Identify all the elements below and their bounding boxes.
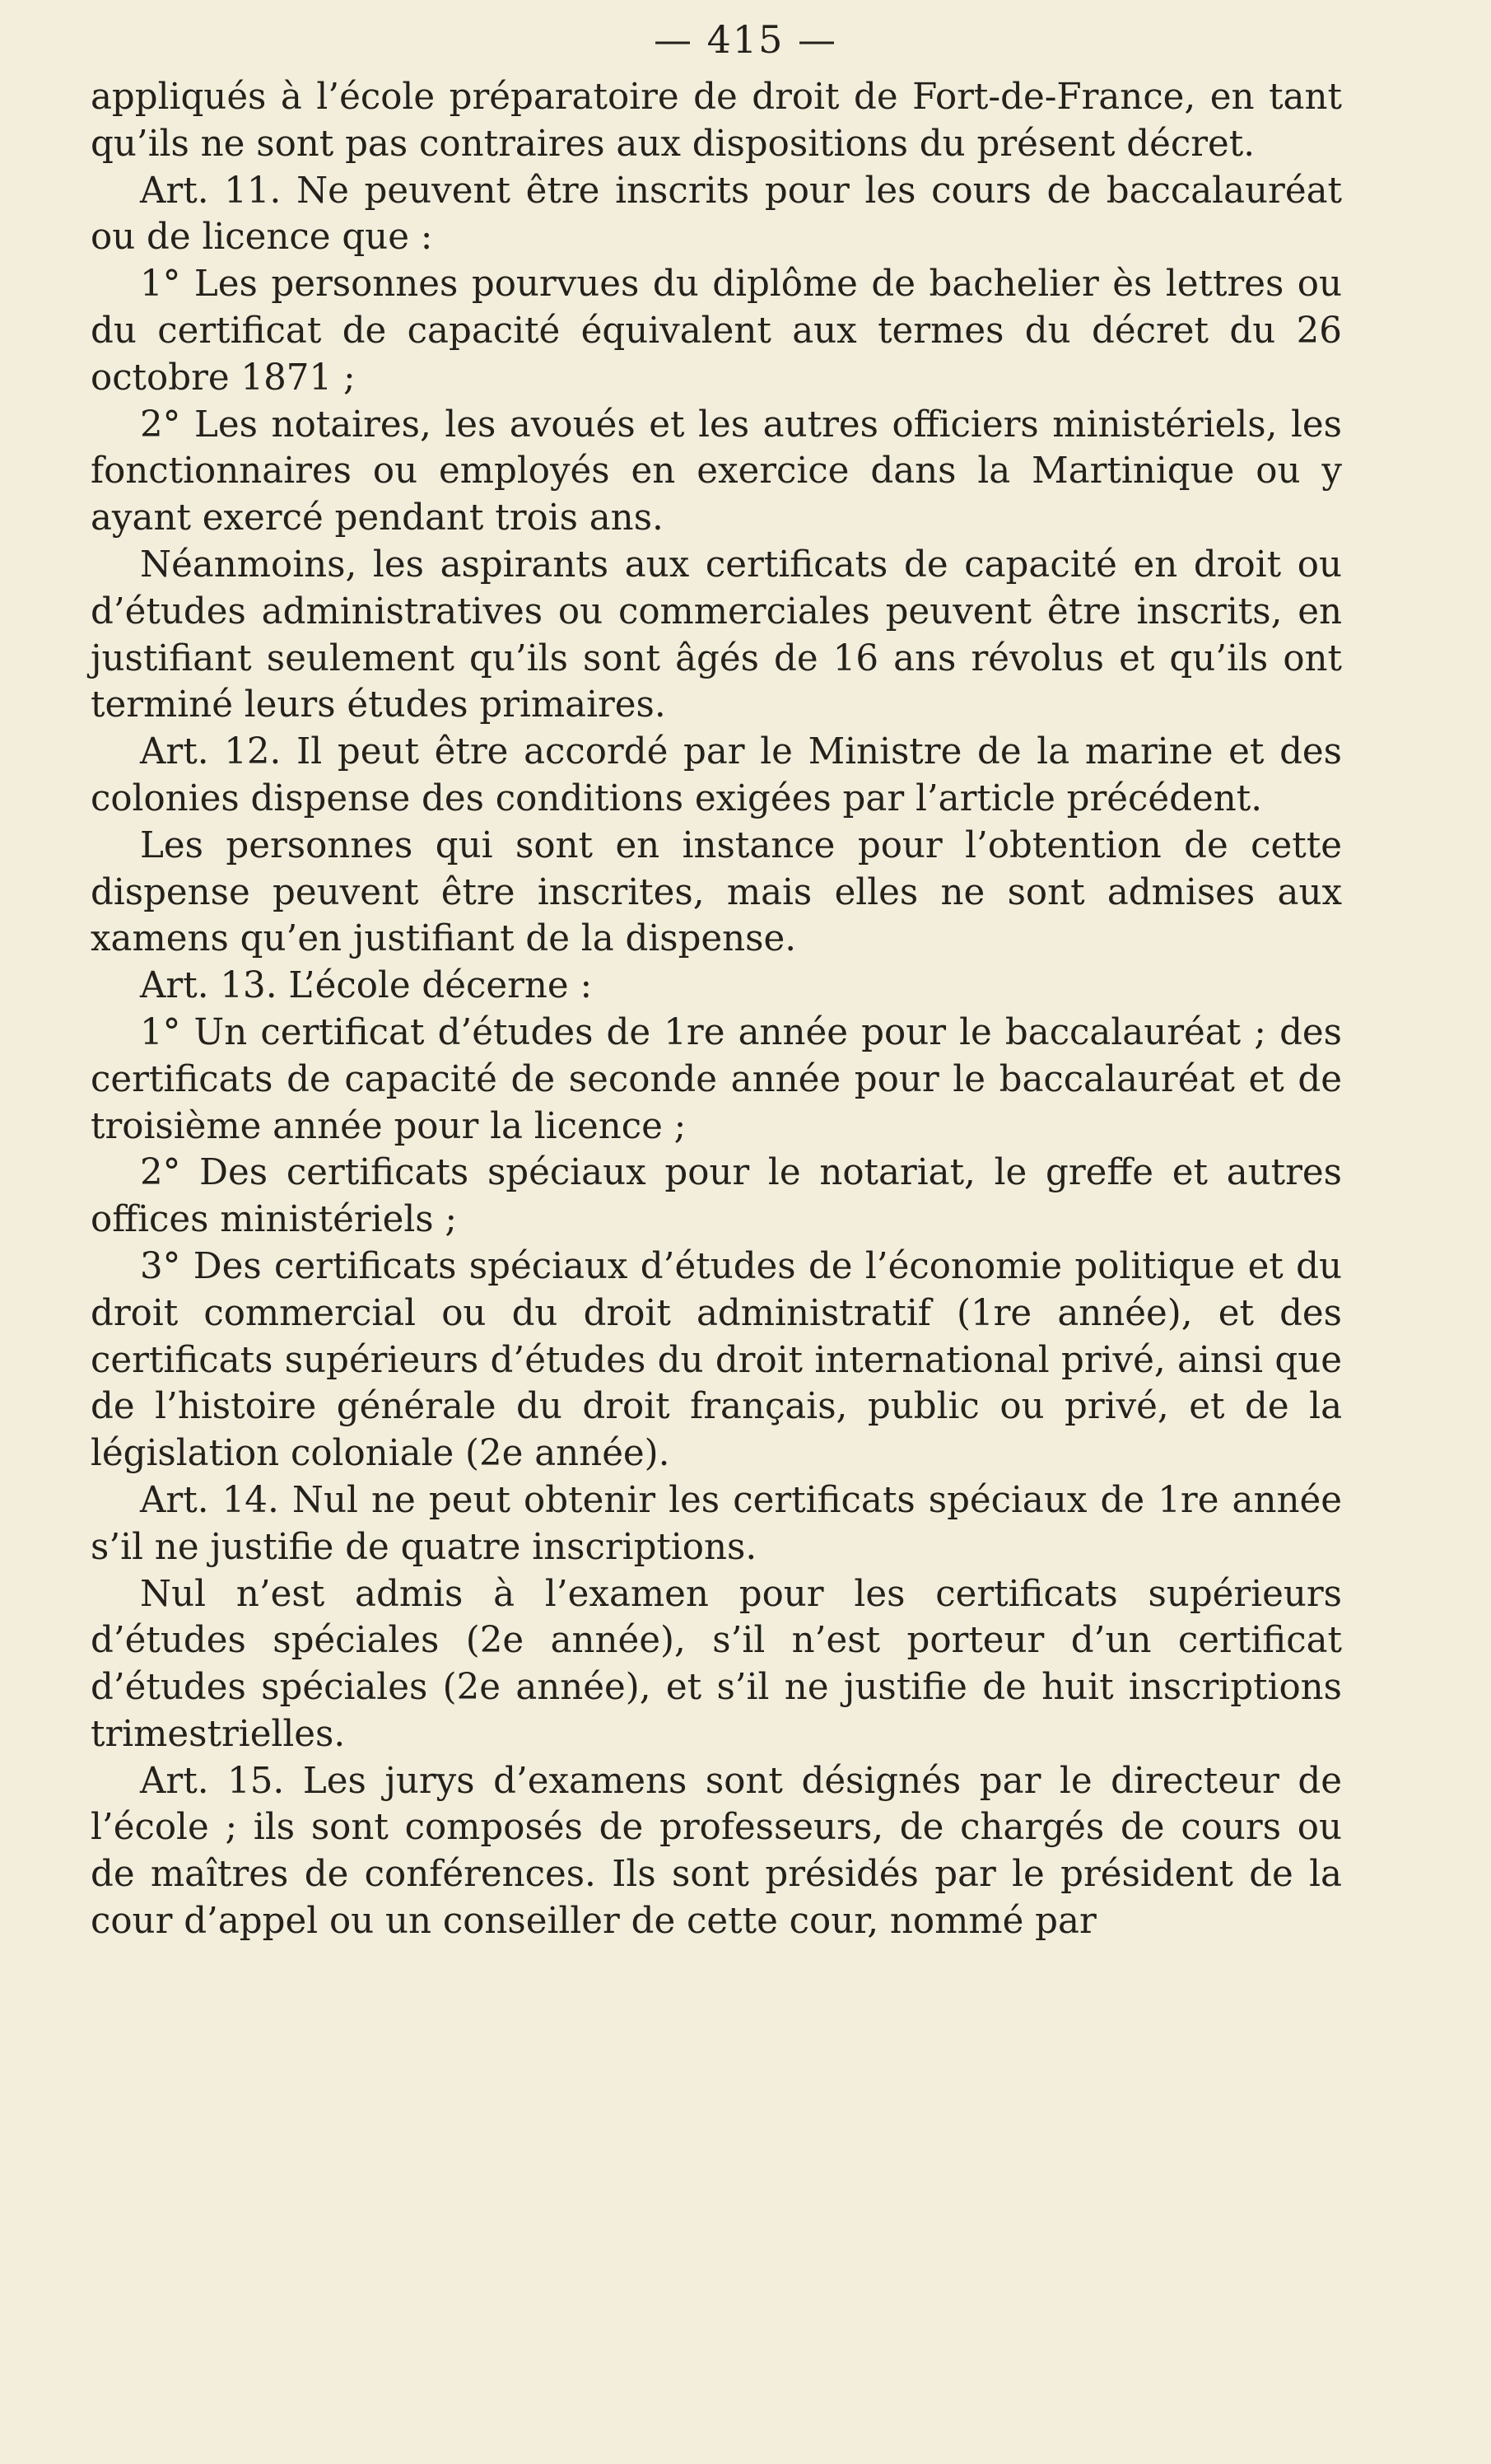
- paragraph: Néanmoins, les aspirants aux certificats de capacité en droit ou d’études administratives ou commerciales peuvent être inscrits, en justifiant seulement qu’ils sont âgés de 16 ans révolus et qu’ils ont terminé leurs études primaires.: [91, 544, 1342, 726]
- paragraph: Art. 13. L’école décerne :: [140, 965, 593, 1007]
- paragraph: Art. 15. Les jurys d’examens sont désignés par le directeur de l’école ; ils sont composés de professeurs, de chargés de cours ou de maîtres de conférences. Ils sont présidés par le président de la cour d’appel ou un conseiller de cette cour, nommé par: [91, 1760, 1342, 1943]
- paragraph: appliqués à l’école préparatoire de droit de Fort-de-France, en tant qu’ils ne sont pas contraires aux dispositions du présent décret.: [91, 77, 1342, 165]
- page-number: — 415 —: [653, 17, 838, 62]
- paragraph: Les personnes qui sont en instance pour l’obtention de cette dispense peuvent être inscrites, mais elles ne sont admises aux xamens qu’en justifiant de la dispense.: [91, 824, 1342, 960]
- page-body: [91, 74, 1342, 1945]
- paragraph: 3° Des certificats spéciaux d’études de l’économie politique et du droit commercial ou du droit administratif (1re année), et des certificats supérieurs d’études du droit international privé, ainsi que de l’histoire générale du droit français, public ou privé, et de la législation coloniale (2e année).: [91, 1245, 1342, 1475]
- paragraph: Art. 14. Nul ne peut obtenir les certificats spéciaux de 1re année s’il ne justifie de quatre inscriptions.: [91, 1479, 1342, 1568]
- paragraph: Art. 11. Ne peuvent être inscrits pour les cours de baccalauréat ou de licence que :: [91, 170, 1342, 259]
- paragraph: 2° Des certificats spéciaux pour le notariat, le greffe et autres offices ministériels ;: [91, 1152, 1342, 1241]
- paragraph: 1° Les personnes pourvues du diplôme de bachelier ès lettres ou du certificat de capacité équivalent aux termes du décret du 26 octobre 1871 ;: [91, 264, 1342, 399]
- paragraph: 2° Les notaires, les avoués et les autres officiers ministériels, les fonctionnaires ou employés en exercice dans la Martinique ou y ayant exercé pendant trois ans.: [91, 404, 1342, 539]
- paragraph: Nul n’est admis à l’examen pour les certificats supérieurs d’études spéciales (2e année), s’il n’est porteur d’un certificat d’études spéciales (2e année), et s’il ne justifie de huit inscriptions trimestrielles.: [91, 1573, 1342, 1755]
- paragraph: 1° Un certificat d’études de 1re année pour le baccalauréat ; des certificats de capacité de seconde année pour le baccalauréat et de troisième année pour la licence ;: [91, 1011, 1342, 1147]
- paragraph: Art. 12. Il peut être accordé par le Ministre de la marine et des colonies dispense des conditions exigées par l’article précédent.: [91, 731, 1342, 819]
